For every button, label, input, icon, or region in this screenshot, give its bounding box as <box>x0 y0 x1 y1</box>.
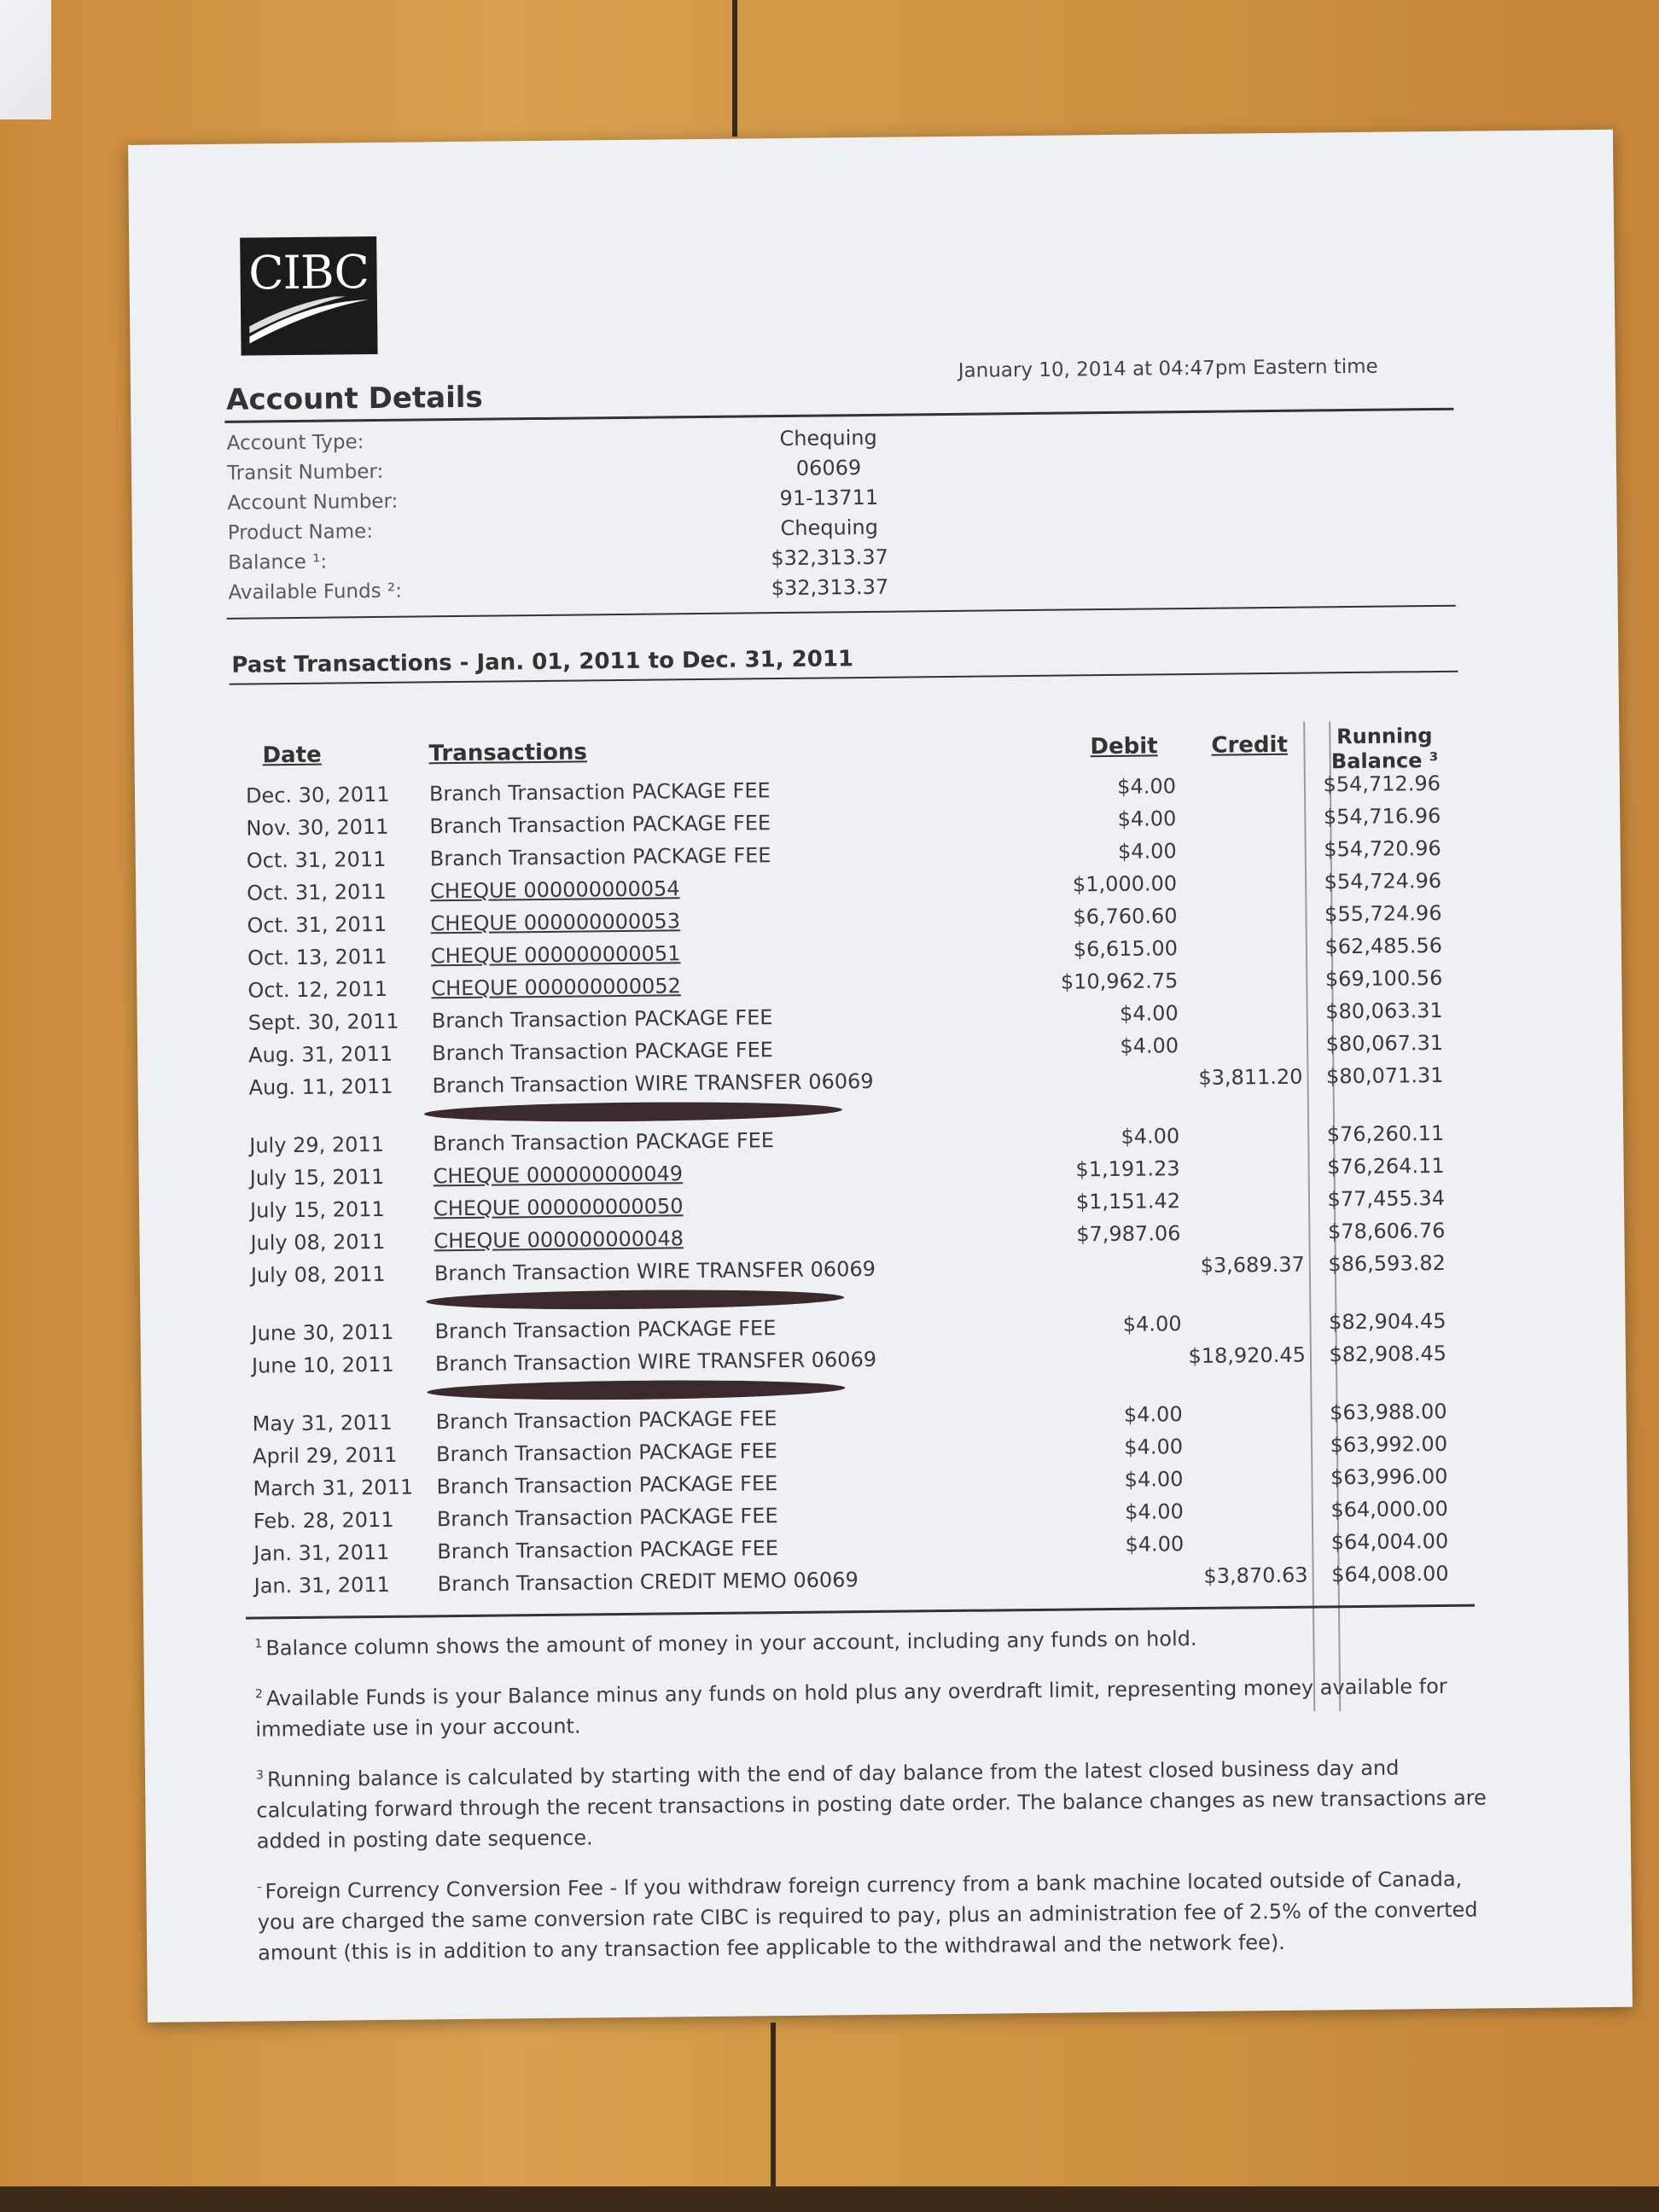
background-paper-corner <box>0 0 51 119</box>
transaction-description: Branch Transaction PACKAGE FEE <box>431 1005 773 1033</box>
transaction-date: Aug. 11, 2011 <box>248 1074 393 1100</box>
debit-amount: $4.00 <box>1117 839 1177 864</box>
detail-label: Account Number: <box>227 490 399 515</box>
transaction-description: Branch Transaction PACKAGE FEE <box>432 1038 774 1066</box>
footnote <box>256 1747 1503 1856</box>
transaction-date: Jan. 31, 2011 <box>253 1540 390 1566</box>
debit-amount: $4.00 <box>1125 1532 1185 1557</box>
transaction-date: Sept. 30, 2011 <box>247 1009 399 1035</box>
col-header-running-balance-line2: Balance ³ <box>1330 748 1439 774</box>
running-balance: $54,716.96 <box>1323 803 1441 830</box>
transaction-description: Branch Transaction WIRE TRANSFER 06069 <box>434 1347 877 1377</box>
details-rule <box>227 605 1456 620</box>
col-header-running-balance-line1: Running <box>1336 724 1433 749</box>
debit-amount: $4.00 <box>1120 1033 1179 1058</box>
running-balance: $77,455.34 <box>1327 1185 1446 1212</box>
running-balance: $55,724.96 <box>1324 900 1442 927</box>
transaction-description: Branch Transaction WIRE TRANSFER 06069 <box>434 1256 876 1286</box>
statement-page <box>128 130 1633 2023</box>
transaction-date: Oct. 31, 2011 <box>246 847 387 873</box>
transaction-date: July 08, 2011 <box>250 1229 386 1255</box>
transaction-description: Branch Transaction CREDIT MEMO 06069 <box>437 1568 859 1597</box>
transaction-description: Branch Transaction PACKAGE FEE <box>434 1316 777 1344</box>
col-header-running-balance <box>1320 724 1449 775</box>
detail-value: Chequing <box>780 515 879 541</box>
cheque-link[interactable]: CHEQUE 000000000051 <box>430 941 681 969</box>
statement-timestamp: January 10, 2014 at 04:47pm Eastern time <box>958 355 1378 382</box>
cibc-logo <box>240 236 377 356</box>
debit-amount: $7,987.06 <box>1076 1221 1181 1247</box>
running-balance: $80,067.31 <box>1325 1030 1444 1057</box>
transaction-date: Oct. 31, 2011 <box>247 879 387 905</box>
transaction-date: Jan. 31, 2011 <box>253 1572 390 1598</box>
detail-value: Chequing <box>779 425 877 451</box>
running-balance: $76,264.11 <box>1327 1153 1445 1179</box>
detail-label: Transit Number: <box>226 460 384 485</box>
debit-amount: $4.00 <box>1121 1124 1180 1149</box>
running-balance: $69,100.56 <box>1324 965 1443 992</box>
cheque-link[interactable]: CHEQUE 000000000052 <box>431 974 681 1001</box>
transactions-table <box>246 771 1466 1607</box>
transaction-date: July 15, 2011 <box>249 1196 385 1223</box>
debit-amount: $4.00 <box>1124 1467 1184 1492</box>
transaction-date: Dec. 30, 2011 <box>245 782 390 808</box>
transaction-description: Branch Transaction PACKAGE FEE <box>433 1128 775 1156</box>
transaction-description: Branch Transaction PACKAGE FEE <box>437 1536 779 1564</box>
footnote-marker: - <box>257 1880 262 1895</box>
debit-amount: $4.00 <box>1117 774 1177 799</box>
running-balance: $80,063.31 <box>1325 998 1443 1024</box>
transaction-date: June 10, 2011 <box>251 1352 394 1378</box>
past-transactions-title: Past Transactions - Jan. 01, 2011 to Dec. 31, 2011 <box>231 646 854 678</box>
transaction-date: May 31, 2011 <box>252 1410 393 1436</box>
running-balance: $82,908.45 <box>1329 1341 1447 1367</box>
transaction-date: Oct. 13, 2011 <box>247 944 387 970</box>
cheque-link[interactable]: CHEQUE 000000000053 <box>430 909 681 936</box>
footnote <box>255 1666 1502 1744</box>
account-details <box>226 425 889 612</box>
debit-amount: $4.00 <box>1122 1312 1182 1336</box>
transaction-date: July 15, 2011 <box>249 1164 385 1190</box>
running-balance: $62,485.56 <box>1324 933 1443 959</box>
debit-amount: $4.00 <box>1124 1435 1184 1459</box>
debit-amount: $6,615.00 <box>1073 936 1179 962</box>
logo-text: CIBC <box>247 245 370 300</box>
logo-swoosh-icon <box>241 296 378 349</box>
detail-value: 06069 <box>795 456 862 480</box>
transaction-date: Oct. 31, 2011 <box>247 911 387 938</box>
running-balance: $64,000.00 <box>1330 1496 1448 1522</box>
col-header-transactions: Transactions <box>428 739 588 767</box>
transaction-date: Nov. 30, 2011 <box>246 814 389 841</box>
col-header-credit: Credit <box>1211 731 1289 759</box>
debit-amount: $4.00 <box>1117 806 1177 831</box>
detail-label: Balance ¹: <box>227 550 328 574</box>
transaction-date: Aug. 31, 2011 <box>248 1041 393 1068</box>
cheque-link[interactable]: CHEQUE 000000000054 <box>430 876 680 904</box>
running-balance: $63,988.00 <box>1330 1399 1447 1425</box>
detail-label: Account Type: <box>226 431 364 455</box>
transaction-description: Branch Transaction PACKAGE FEE <box>436 1504 778 1532</box>
cheque-link[interactable]: CHEQUE 000000000050 <box>433 1194 684 1221</box>
debit-amount: $6,760.60 <box>1073 904 1178 929</box>
cheque-link[interactable]: CHEQUE 000000000048 <box>434 1226 684 1254</box>
debit-amount: $1,000.00 <box>1072 871 1178 897</box>
credit-amount: $18,920.45 <box>1188 1342 1307 1369</box>
transaction-date: July 08, 2011 <box>250 1261 386 1288</box>
footnote-text: Balance column shows the amount of money in your account, including any funds on hold. <box>265 1626 1197 1661</box>
debit-amount: $10,962.75 <box>1060 969 1179 994</box>
detail-value: $32,313.37 <box>771 574 889 601</box>
table-edge <box>0 2186 1659 2212</box>
running-balance: $63,992.00 <box>1330 1431 1448 1458</box>
transaction-description: Branch Transaction PACKAGE FEE <box>436 1471 778 1499</box>
debit-amount: $1,191.23 <box>1075 1156 1180 1182</box>
transaction-description: Branch Transaction PACKAGE FEE <box>429 843 771 871</box>
debit-amount: $4.00 <box>1124 1499 1184 1524</box>
running-balance: $80,071.31 <box>1325 1062 1444 1089</box>
running-balance: $54,720.96 <box>1324 835 1441 862</box>
footnote <box>257 1859 1504 1968</box>
debit-amount: $4.00 <box>1123 1402 1183 1427</box>
col-header-date: Date <box>262 742 322 769</box>
running-balance: $86,593.82 <box>1328 1250 1446 1277</box>
footnote <box>254 1615 1500 1663</box>
detail-value: $32,313.37 <box>771 544 888 571</box>
debit-amount: $4.00 <box>1119 1001 1179 1026</box>
detail-label: Product Name: <box>227 521 374 544</box>
transaction-date: Feb. 28, 2011 <box>253 1507 394 1534</box>
footnote-text: Running balance is calculated by starting with the end of day balance from the latest closed business day and calculating forward through the recent transactions in posting date order. The balance changes as new transactions are added in posting date sequence. <box>256 1755 1487 1854</box>
page-title: Account Details <box>225 380 483 417</box>
running-balance: $78,606.76 <box>1327 1218 1446 1244</box>
footnote-marker: 2 <box>254 1687 264 1702</box>
footnote-marker: 3 <box>255 1768 265 1783</box>
table-seam-top <box>732 0 737 137</box>
running-balance: $63,996.00 <box>1330 1464 1448 1490</box>
running-balance: $76,260.11 <box>1326 1121 1445 1147</box>
transaction-date: March 31, 2011 <box>253 1475 414 1501</box>
footnote-text: Foreign Currency Conversion Fee - If you withdraw foreign currency from a bank machine located outside of Canada, you are charged the same conversion rate CIBC is required to pay, plus an administration fee of 2.5% of the converted amount (this is in addition to any transaction fee applicable to the withdrawal and the network fee). <box>257 1866 1478 1965</box>
running-balance: $64,004.00 <box>1330 1528 1449 1555</box>
footnote-text: Available Funds is your Balance minus any funds on hold plus any overdraft limit, representing money available for immediate use in your account. <box>255 1674 1447 1742</box>
transaction-description: Branch Transaction PACKAGE FEE <box>435 1406 777 1435</box>
running-balance: $64,008.00 <box>1331 1561 1449 1587</box>
footnotes <box>254 1615 1504 1983</box>
credit-amount: $3,870.63 <box>1203 1563 1308 1588</box>
debit-amount: $1,151.42 <box>1075 1189 1181 1214</box>
credit-amount: $3,811.20 <box>1198 1064 1303 1090</box>
transaction-description: Branch Transaction PACKAGE FEE <box>428 778 771 806</box>
transaction-date: July 29, 2011 <box>249 1132 385 1158</box>
running-balance: $54,724.96 <box>1324 868 1442 894</box>
transaction-description: Branch Transaction PACKAGE FEE <box>429 811 771 839</box>
credit-amount: $3,689.37 <box>1200 1252 1305 1278</box>
running-balance: $54,712.96 <box>1323 771 1441 797</box>
transaction-description: Branch Transaction WIRE TRANSFER 06069 <box>432 1068 874 1098</box>
detail-value: 91-13711 <box>779 485 879 511</box>
footnote-marker: 1 <box>254 1637 263 1651</box>
detail-label: Available Funds ²: <box>228 579 403 604</box>
transaction-date: June 30, 2011 <box>251 1319 394 1346</box>
cheque-link[interactable]: CHEQUE 000000000049 <box>433 1161 684 1189</box>
table-seam-bottom <box>771 2023 776 2212</box>
transaction-date: April 29, 2011 <box>252 1442 398 1469</box>
col-header-debit: Debit <box>1090 733 1158 760</box>
running-balance: $82,904.45 <box>1328 1308 1447 1335</box>
transaction-description: Branch Transaction PACKAGE FEE <box>435 1439 777 1467</box>
transaction-date: Oct. 12, 2011 <box>247 976 388 1003</box>
